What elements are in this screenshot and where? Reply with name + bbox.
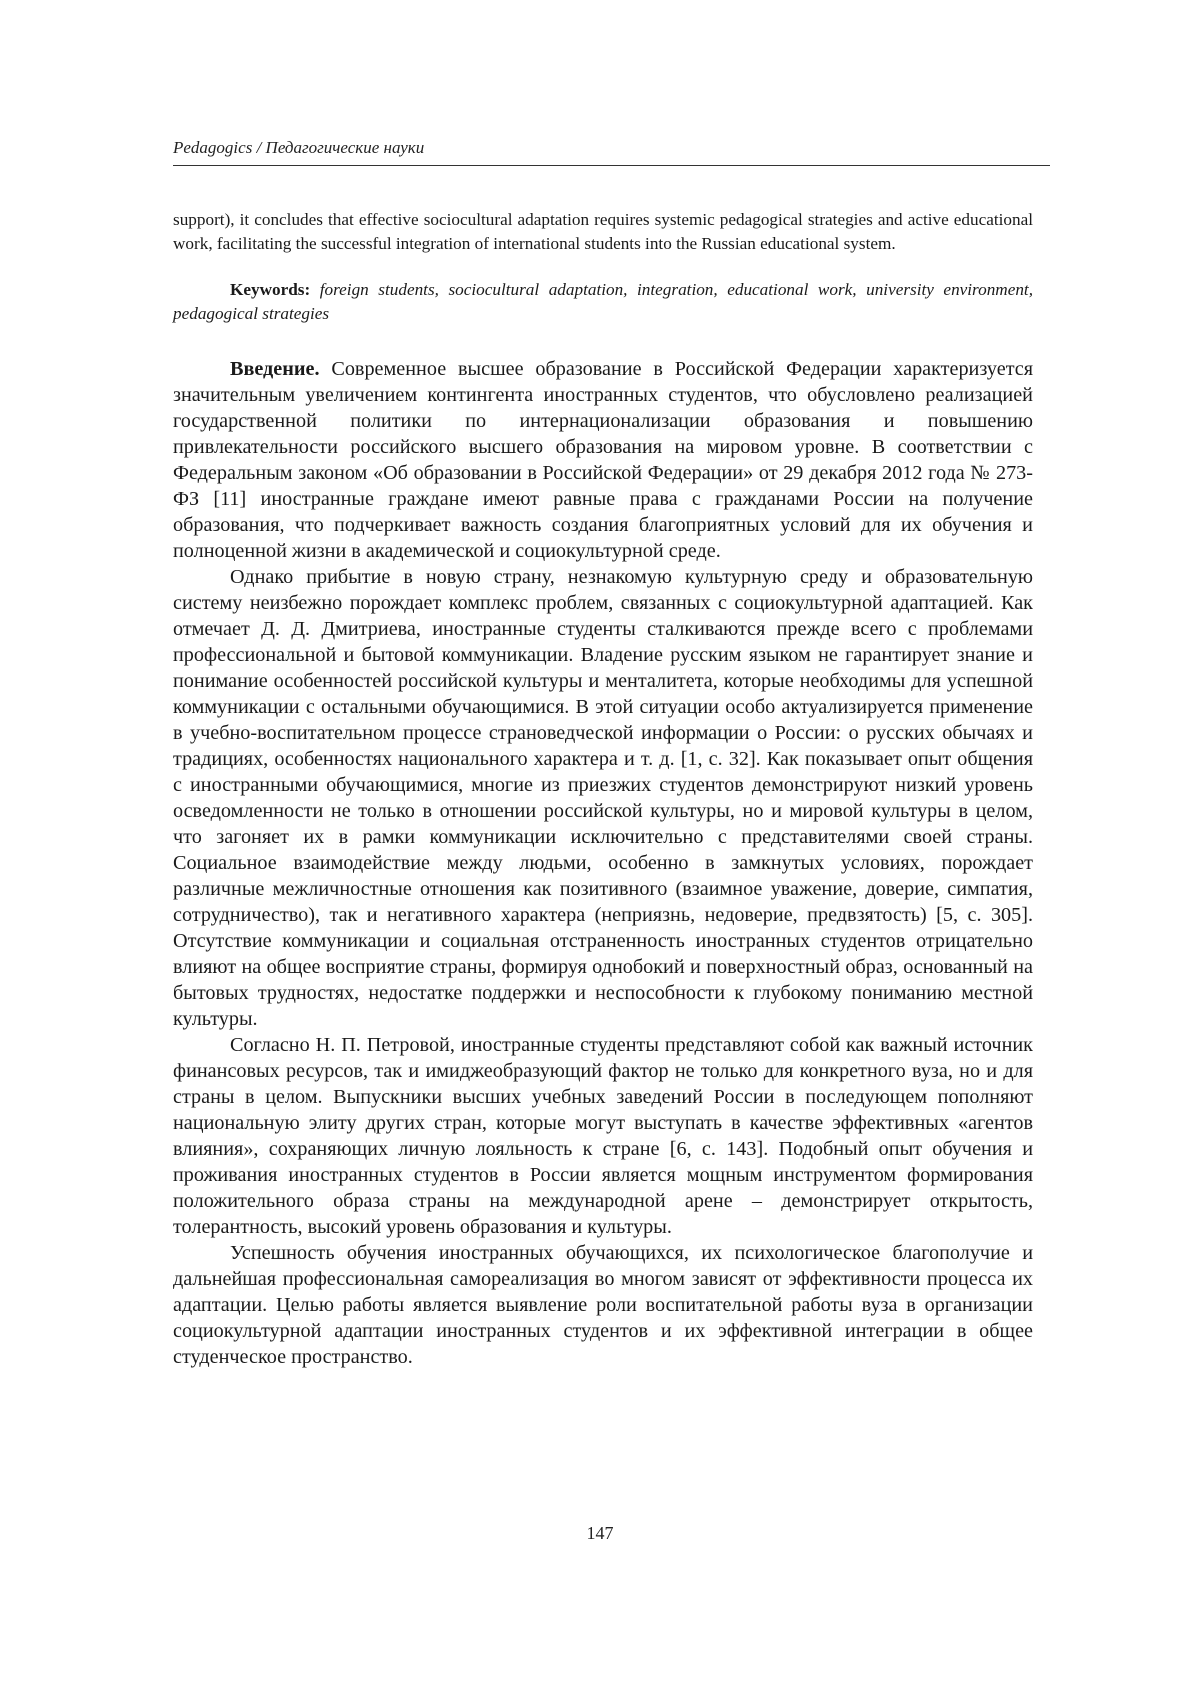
keywords-paragraph xyxy=(173,278,1033,326)
page-content xyxy=(173,208,1033,1370)
running-header: Pedagogics / Педагогические науки xyxy=(173,138,425,157)
abstract-tail: support), it concludes that effective sociocultural adaptation requires systemic pedagogical strategies and active educational work, facilitating the successful integration of international students into the Russian educational system. xyxy=(173,210,1033,253)
intro-paragraph-4: Успешность обучения иностранных обучающихся, их психологическое благополучие и дальнейшая профессиональная самореализация во многом зависят от эффективности процесса их адаптации. Целью работы является выявление роли воспитательной работы вуза в организации социокультурной адаптации иностранных студентов и их эффективной интеграции в общее студенческое пространство. xyxy=(173,1242,1033,1368)
keywords-text: foreign students, sociocultural adaptation, integration, educational work, university environment, pedagogical strategies xyxy=(173,280,1034,323)
intro-label: Введение. xyxy=(230,358,320,380)
intro-paragraph-2: Однако прибытие в новую страну, незнакомую культурную среду и образовательную систему неизбежно порождает комплекс проблем, связанных с социокультурной адаптацией. Как отмечает Д. Д. Дмитриева, иностранные студенты сталкиваются прежде всего с проблемами профессиональной и бытовой коммуникации. Владение русским языком не гарантирует знание и понимание особенностей российской культуры и менталитета, которые необходимы для успешной коммуникации с остальными обучающимися. В этой ситуации особо актуализируется применение в учебно-воспитательном процессе страноведческой информации о России: о русских обычаях и традициях, особенностях национального характера и т. д. [1, с. 32]. Как показывает опыт общения с иностранными обучающимися, многие из приезжих студентов демонстрируют низкий уровень осведомленности не только в отношении российской культуры, но и мировой культуры в целом, что загоняет их в рамки коммуникации исключительно с представителями своей страны. Социальное взаимодействие между людьми, особенно в замкнутых условиях, порождает различные межличностные отношения как позитивного (взаимное уважение, доверие, симпатия, сотрудничество), так и негативного характера (неприязнь, недоверие, предвзятость) [5, с. 305]. Отсутствие коммуникации и социальная отстраненность иностранных студентов отрицательно влияют на общее восприятие страны, формируя однобокий и поверхностный образ, основанный на бытовых трудностях, недостатке поддержки и неспособности к глубокому пониманию местной культуры. xyxy=(173,566,1033,1030)
intro-paragraph-1 xyxy=(173,356,1033,564)
intro-paragraph-1-text: Современное высшее образование в Российской Федерации характеризуется значительным увеличением контингента иностранных студентов, что обусловлено реализацией государственной политики по интернационализации образования и повышению привлекательности российского высшего образования на мировом уровне. В соответствии с Федеральным законом «Об образовании в Российской Федерации» от 29 декабря 2012 года № 273-ФЗ [11] иностранные граждане имеют равные права с гражданами России на получение образования, что подчеркивает важность создания благоприятных условий для их обучения и полноценной жизни в академической и социокультурной среде. xyxy=(173,358,1034,562)
header-rule xyxy=(173,165,1050,166)
intro-paragraph-3: Согласно Н. П. Петровой, иностранные студенты представляют собой как важный источник финансовых ресурсов, так и имиджеобразующий фактор не только для конкретного вуза, но и для страны в целом. Выпускники высших учебных заведений России в последующем пополняют национальную элиту других стран, которые могут выступать в качестве эффективных «агентов влияния», сохраняющих личную лояльность к стране [6, с. 143]. Подобный опыт обучения и проживания иностранных студентов в России является мощным инструментом формирования положительного образа страны на международной арене – демонстрирует открытость, толерантность, высокий уровень образования и культуры. xyxy=(173,1034,1033,1238)
page-number: 147 xyxy=(586,1523,614,1543)
keywords-label: Keywords: xyxy=(230,280,311,299)
introduction-section xyxy=(173,356,1033,1370)
